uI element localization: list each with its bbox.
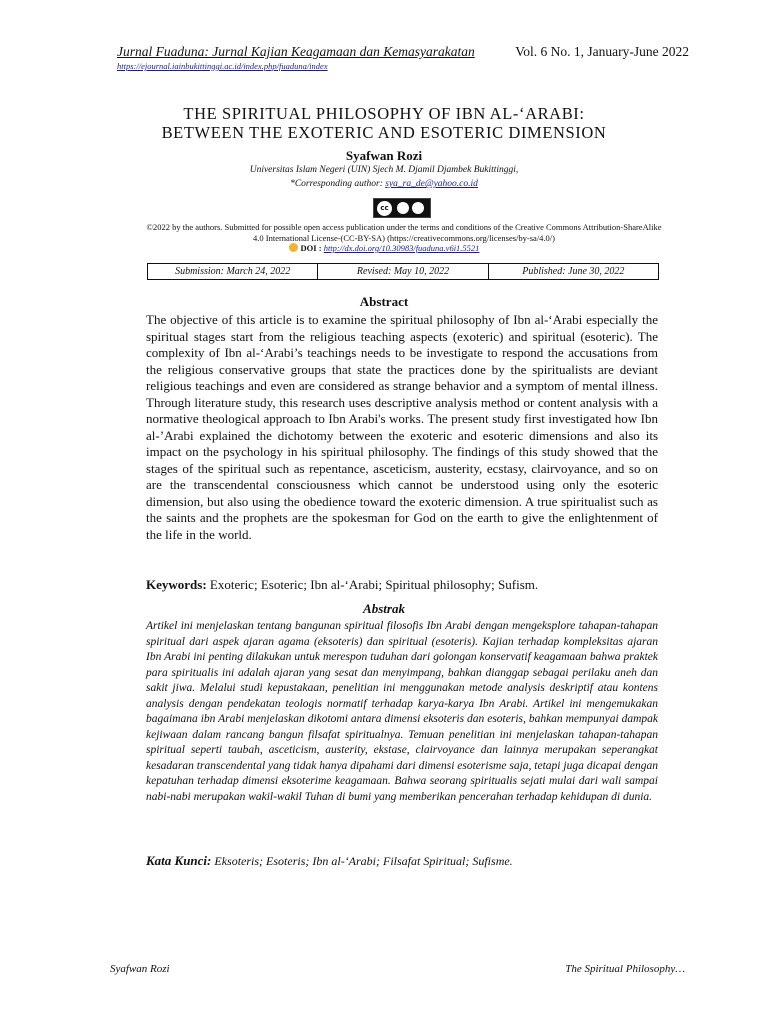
kata-kunci: [146, 853, 658, 869]
revised-date: Revised: May 10, 2022: [317, 264, 487, 279]
journal-url-link[interactable]: https://ejournal.iainbukittinggi.ac.id/index.php/fuaduna/index: [117, 61, 328, 71]
submission-date: Submission: March 24, 2022: [175, 266, 291, 277]
cc-license-badge[interactable]: [373, 198, 431, 218]
share-alike-icon: [412, 202, 424, 214]
title-line-1: THE SPIRITUAL PHILOSOPHY OF IBN AL-‘ARABI:: [183, 104, 585, 123]
abstract-text: The objective of this article is to examine the spiritual philosophy of Ibn al-‘Arabi especially the spiritual stages start from the religious teaching aspects (exoteric) and spiritual (esoteric). The complexity of Ibn al-‘Arabi’s teachings needs to be investigate to respond the accusations from the religious conservative groups that state the practices done by the spiritualists are deviant religious teachings and even are considered as strange behavior and a symptom of mental illness. Through literature study, this research uses descriptive analysis method or content analysis with a normative theological approach to Ibn Arabi's works. The present study first investigated how Ibn al-’Arabi explained the dichotomy between the exoteric and esoteric dimensions and also its impact on the psychology in his spiritual philosophy. The findings of this study showed that the stages of the spiritual such as repentance, asceticism, austerity, ecstasy, clairvoyance, and so on are the transcendental consciousness which cannot be understood using only the esoteric dimension, but also using the obedience toward the exoteric dimension. A true spiritualist such as the saints and the prophets are the spokesman for God on the earth to give the enlightenment of the life in the world.: [146, 312, 658, 542]
journal-name: Jurnal Fuaduna: Jurnal Kajian Keagamaan dan Kemasyarakatan: [117, 44, 475, 59]
abstract-heading: Abstract: [359, 294, 409, 309]
published-date: Published: June 30, 2022: [488, 264, 658, 279]
attribution-icon: [397, 202, 409, 214]
article-title: [100, 104, 668, 142]
cc-icon: cc: [377, 201, 392, 216]
corresponding-label: *Corresponding author:: [290, 179, 383, 189]
keywords-list: Exoteric; Esoteric; Ibn al-‘Arabi; Spiritual philosophy; Sufism.: [209, 577, 539, 592]
title-line-2: BETWEEN THE EXOTERIC AND ESOTERIC DIMENSION: [161, 123, 607, 142]
dates-table: [147, 263, 659, 280]
affiliation: Universitas Islam Negeri (UIN) Sjech M. Djamil Djambek Bukittinggi,: [249, 165, 519, 175]
license-statement: ©2022 by the authors. Submitted for possible open access publication under the terms and conditions of the Creative Commons Attribution-ShareAlike 4.0 International License-(CC-BY-SA) (https://creativecommons.org/licenses/by-sa/4.0/): [146, 222, 662, 243]
keywords-label: Keywords:: [146, 577, 207, 592]
abstrak-text: Artikel ini menjelaskan tentang bangunan spiritual filosofis Ibn Arabi dengan mengeksplore tahapan-tahapan spiritual dari aspek ajaran agama (eksoteris) dan spiritual (esoteris). Kajian terhadap kompleksitas ajaran Ibn Arabi ini penting dilakukan untuk merespon tuduhan dari golongan konservatif keagamaan bahwa praktek para spiritualis ini adalah ajaran yang sesat dan menyimpang, bahkan dianggap sebagai perilaku aneh dan sakit jiwa. Melalui studi kepustakaan, penelitian ini menggunakan metode analysis deskriptif atau kontens analysis dengan pendekatan teologis normatif terhadap karya-karya Ibn Arabi. Artikel ini mengemukakan bagaimana ibn Arabi menjelaskan dikotomi antara dimensi eksoteris dan esoteris, bahkan mempunyai dampak kejiwaan dalam rancang bangun filsafat spiritualnya. Temuan penelitian ini menjelaskan tahapan-tahapan spiritual seperti taubah, asceticism, austerity, ekstase, clairvoyance dan lainnya merupakan seperangkat kesadaran transcendental yang tidak hanya dipahami dari dimensi esoterisme saja, tetapi juga dicapai dengan kepatuhan terhadap dimensi eksoterime keagamaan. Bahwa seorang spiritualis sejati mulai dari wali sampai nabi-nabi merupakan wakil-wakil Tuhan di bumi yang memberikan pencerahan terhadap kehidupan di dunia.: [146, 620, 658, 803]
doi-line: [100, 243, 668, 253]
keywords: [146, 577, 658, 593]
author-name: Syafwan Rozi: [345, 148, 423, 163]
doi-link[interactable]: http://dx.doi.org/10.30983/fuaduna.v6i1.5521: [323, 243, 480, 253]
corresponding-email-link[interactable]: sya_ra_de@yahoo.co.id: [385, 179, 478, 189]
doi-icon: [289, 243, 298, 252]
volume-info: Vol. 6 No. 1, January-June 2022: [515, 44, 689, 59]
kata-kunci-label: Kata Kunci:: [146, 853, 212, 868]
footer-author: Syafwan Rozi: [110, 963, 170, 975]
kata-kunci-list: Eksoteris; Esoteris; Ibn al-‘Arabi; Filsafat Spiritual; Sufisme.: [214, 854, 513, 868]
abstrak-heading: Abstrak: [363, 601, 405, 616]
footer-short-title: The Spiritual Philosophy…: [565, 963, 685, 975]
doi-label: DOI :: [300, 243, 322, 253]
corresponding-author: [100, 179, 668, 189]
